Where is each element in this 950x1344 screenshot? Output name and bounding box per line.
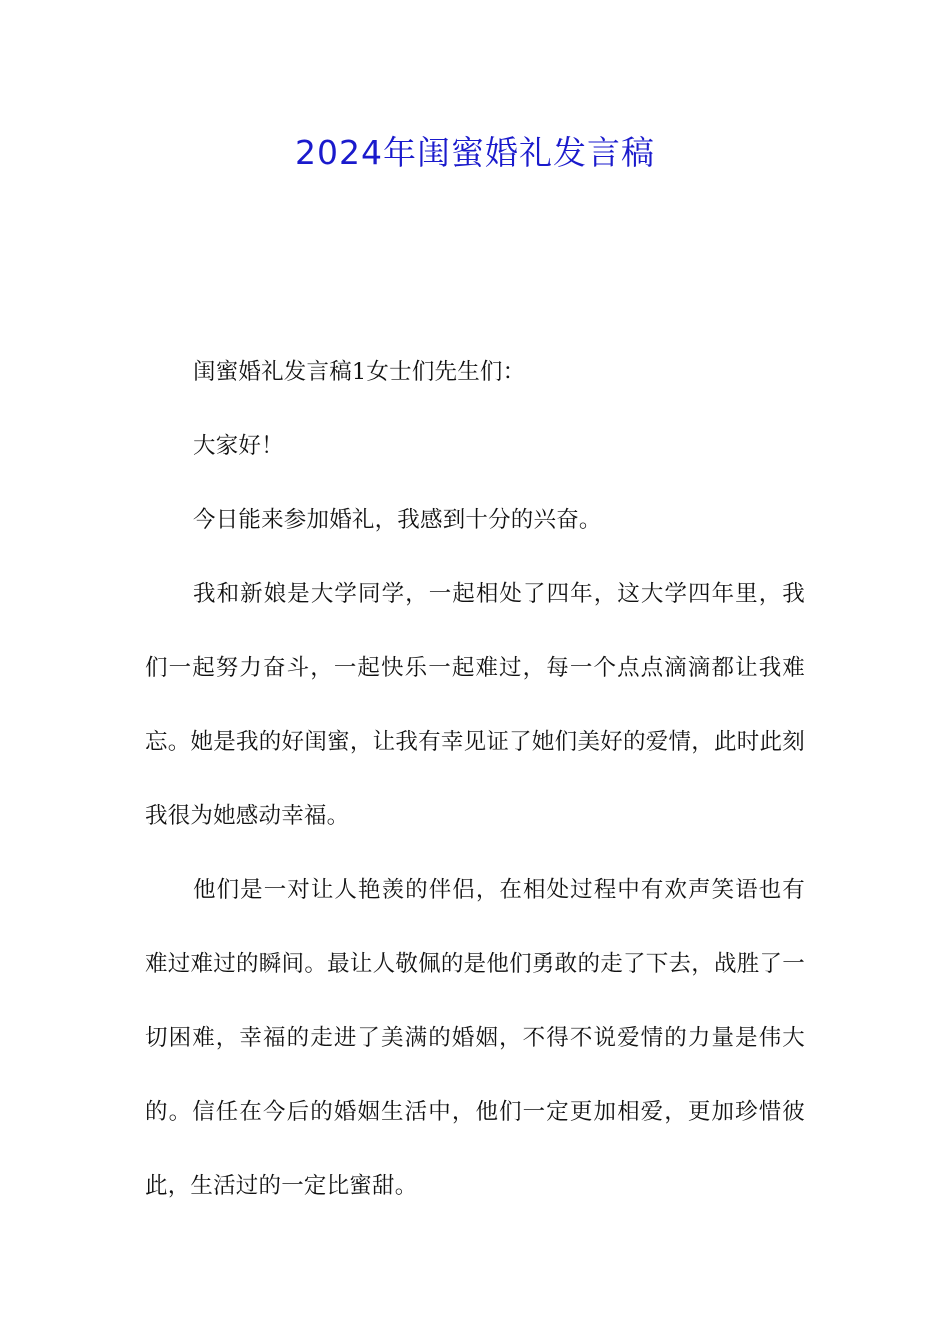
document-body — [145, 335, 805, 1223]
paragraph-greeting: 大家好！ — [193, 433, 284, 459]
paragraph-friendship: 我和新娘是大学同学，一起相处了四年，这大学四年里，我们一起努力奋斗，一起快乐一起难过，每一个点点滴滴都让我难忘。她是我的好闺蜜，让我有幸见证了她们美好的爱情，此时此刻我很为她感动幸福。 — [145, 581, 805, 829]
paragraph-intro: 今日能来参加婚礼，我感到十分的兴奋。 — [193, 507, 602, 533]
paragraph-couple: 他们是一对让人艳羡的伴侣，在相处过程中有欢声笑语也有难过难过的瞬间。最让人敬佩的是他们勇敢的走了下去，战胜了一切困难，幸福的走进了美满的婚姻，不得不说爱情的力量是伟大的。信任在今后的婚姻生活中，他们一定更加相爱，更加珍惜彼此，生活过的一定比蜜甜。 — [145, 877, 805, 1199]
paragraph-salutation: 闺蜜婚礼发言稿1女士们先生们： — [193, 359, 526, 385]
document-title: 2024年闺蜜婚礼发言稿 — [295, 133, 655, 172]
